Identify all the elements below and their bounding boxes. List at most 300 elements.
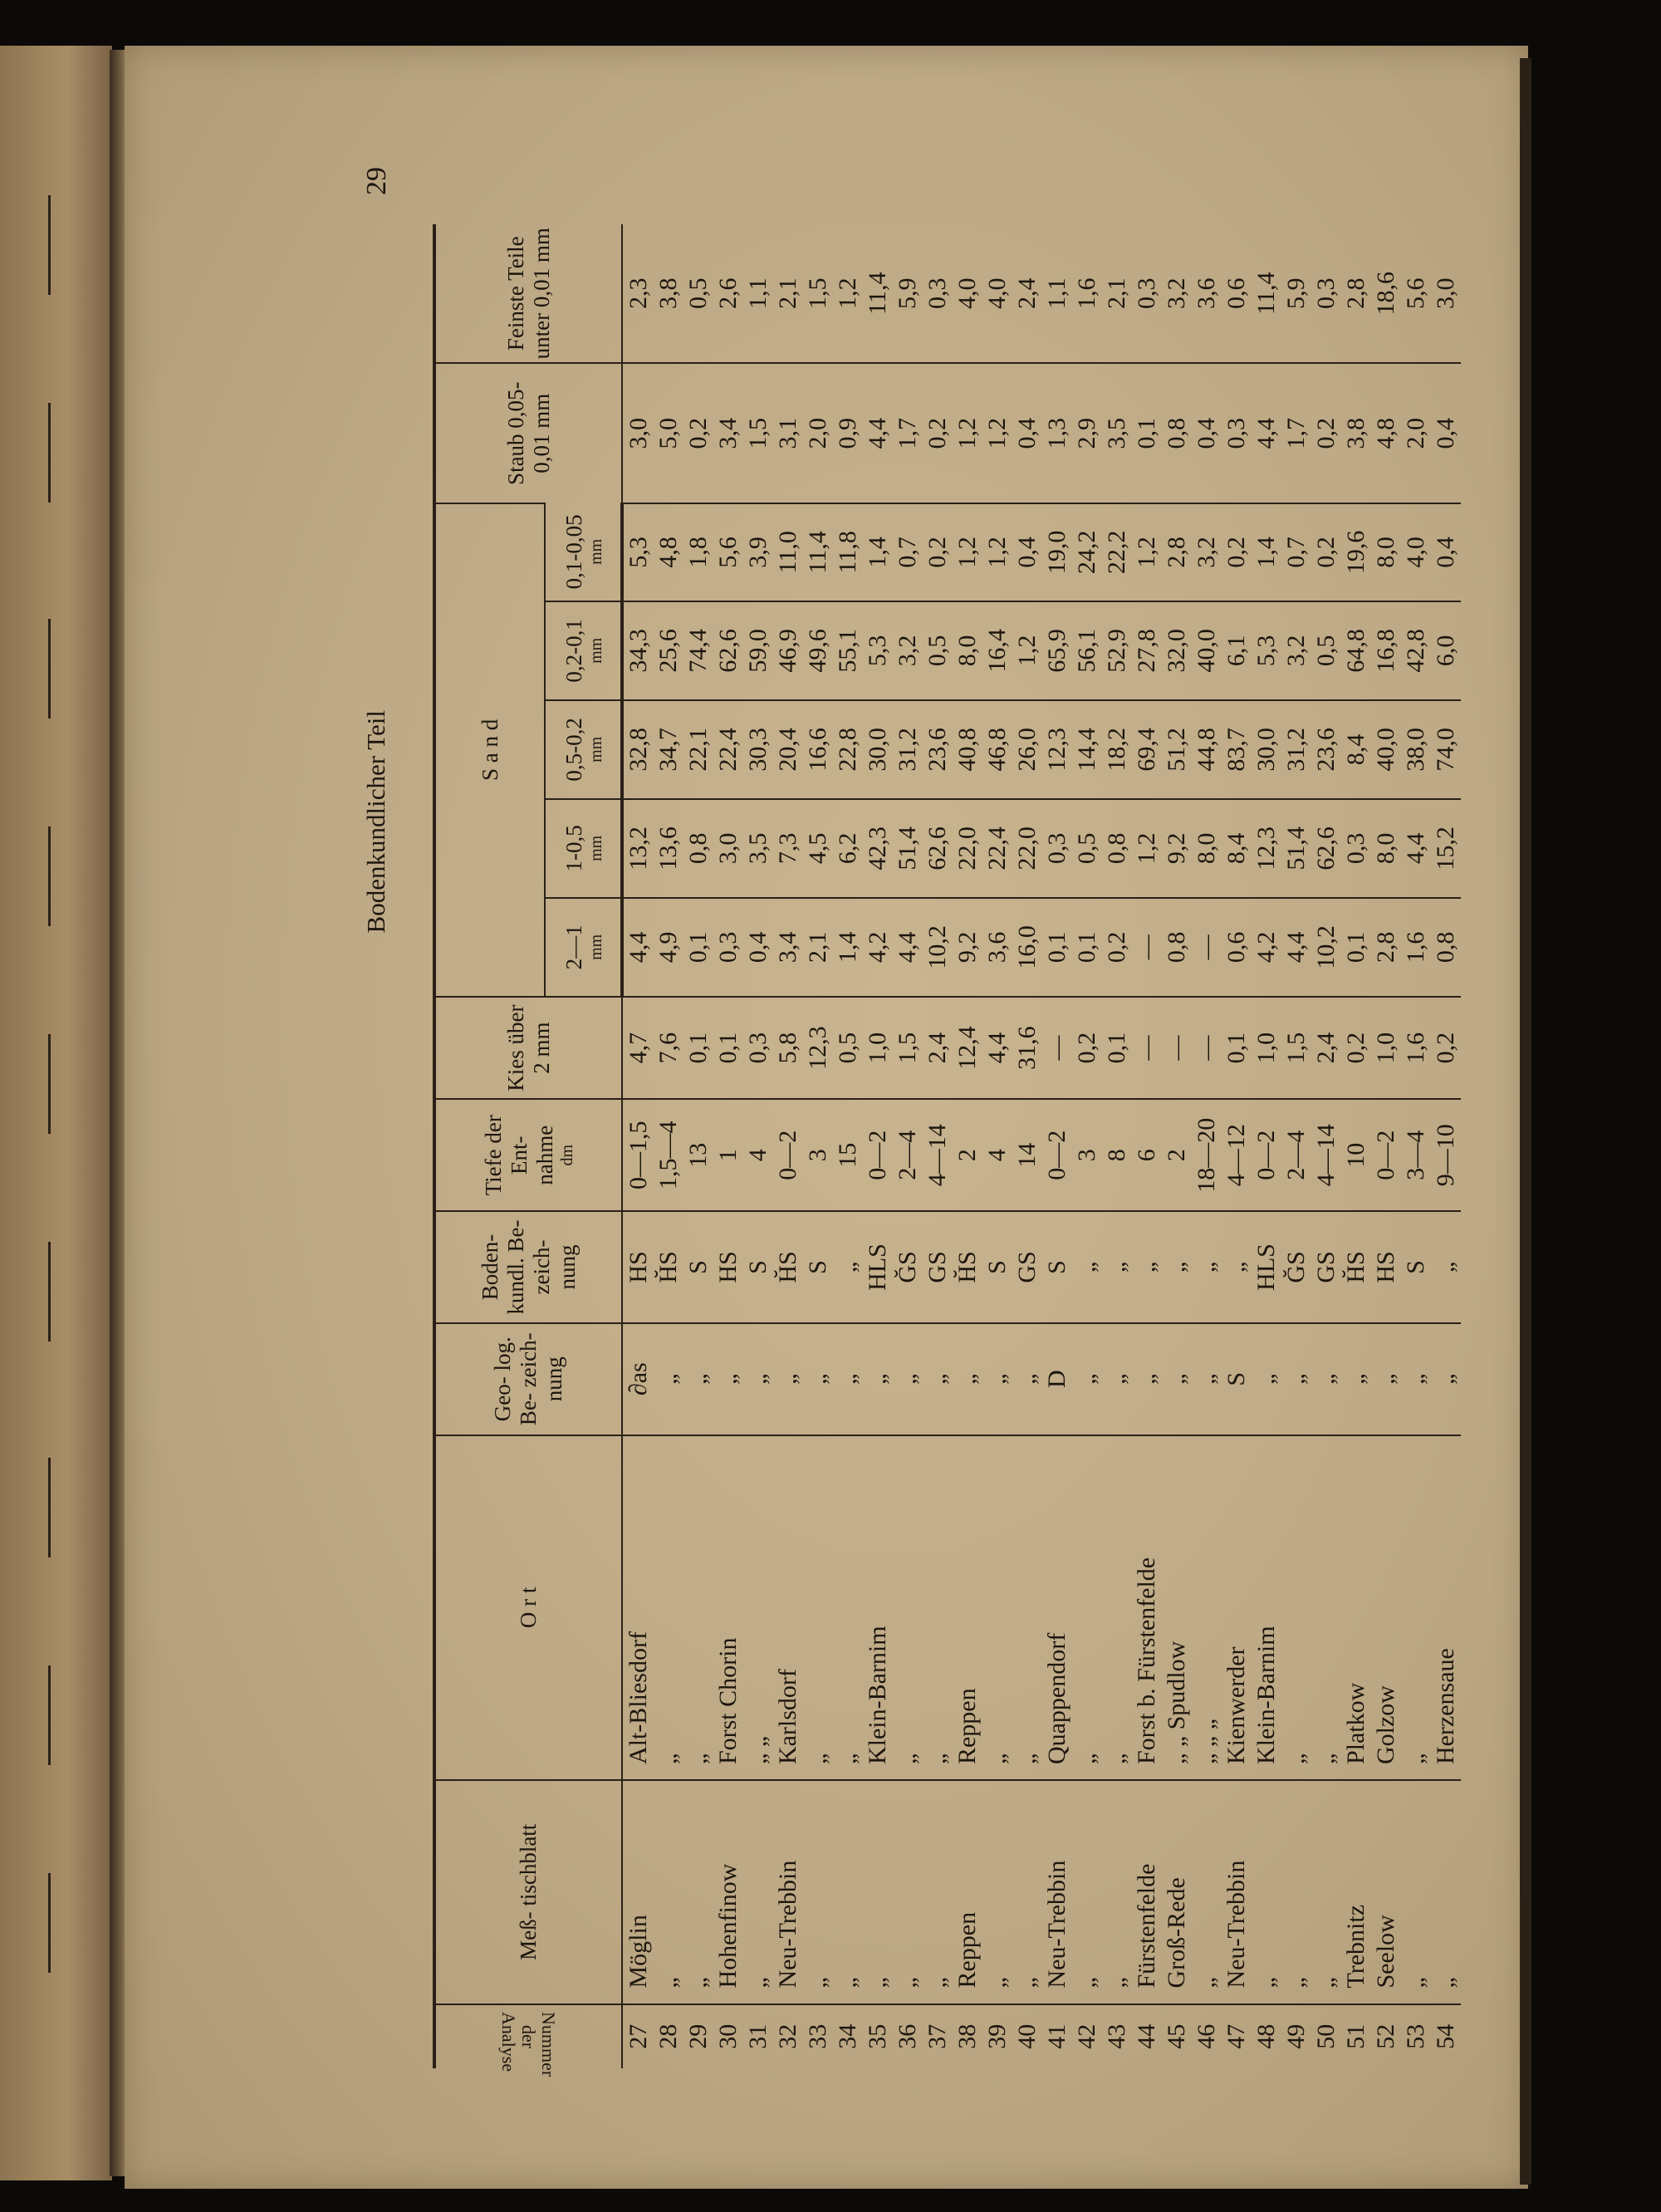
tiefe-cell: 1,5—4: [654, 1099, 684, 1211]
bodenkundl-cell: H̆S: [953, 1211, 982, 1323]
bodenkundl-cell: S: [803, 1211, 833, 1323]
sand-05-02-cell: 22,4: [713, 700, 743, 799]
bodenkundl-cell: HLS: [1252, 1211, 1281, 1323]
sand-02-01-cell: 5,3: [1252, 601, 1281, 700]
geolog-cell: „: [982, 1323, 1012, 1435]
sand-1-05-cell: 8,4: [1222, 799, 1252, 898]
staub-cell: 1,2: [982, 363, 1012, 503]
kies-cell: —: [1162, 997, 1192, 1100]
geolog-cell: „: [923, 1323, 953, 1435]
staub-cell: 2,0: [1401, 363, 1431, 503]
messtischblatt-cell: Möglin: [622, 1780, 654, 2004]
messtischblatt-cell: „: [1192, 1780, 1222, 2004]
sand-2-1-cell: 0,6: [1222, 898, 1252, 997]
tiefe-cell: 13: [684, 1099, 713, 1211]
kies-cell: 4,4: [982, 997, 1012, 1100]
row-number: 46: [1192, 2004, 1222, 2068]
sand-2-1-cell: 10,2: [1311, 898, 1341, 997]
sand-2-1-cell: 0,8: [1162, 898, 1192, 997]
geolog-cell: D: [1042, 1323, 1072, 1435]
facing-page-rule: [48, 619, 51, 719]
geolog-cell: „: [713, 1323, 743, 1435]
geolog-cell: S: [1222, 1323, 1252, 1435]
bodenkundl-cell: S: [743, 1211, 773, 1323]
staub-cell: 4,4: [863, 363, 893, 503]
kies-cell: 1,0: [1371, 997, 1401, 1100]
sand-01-005-cell: 1,2: [1132, 503, 1162, 601]
staub-cell: 1,5: [743, 363, 773, 503]
staub-cell: 1,3: [1042, 363, 1072, 503]
feinste-cell: 3,2: [1163, 277, 1190, 309]
sand-1-05-cell: 0,8: [1102, 799, 1132, 898]
geolog-cell: „: [953, 1323, 982, 1435]
sand-01-005-cell: 3,2: [1192, 503, 1222, 601]
sand-05-02-cell: 69,4: [1132, 700, 1162, 799]
feinste-cell: 2,1: [1103, 277, 1130, 309]
staub-cell: 0,4: [1012, 363, 1042, 503]
sand-05-02-cell: 30,0: [1252, 700, 1281, 799]
sand-col-unit: mm: [586, 736, 605, 763]
bodenkundl-cell: HLS: [863, 1211, 893, 1323]
row-number: 37: [923, 2004, 953, 2068]
table-row: [713, 224, 743, 2068]
ort-cell: Herzensaue: [1431, 1435, 1461, 1780]
header-tiefe-label: Tiefe der Ent- nahme: [481, 1115, 557, 1196]
sand-01-005-cell: 4,0: [1401, 503, 1431, 601]
sand-05-02-cell: 16,6: [803, 700, 833, 799]
staub-cell: 0,9: [833, 363, 863, 503]
facing-page-rule: [48, 195, 51, 295]
sand-01-005-cell: 0,2: [1311, 503, 1341, 601]
tiefe-cell: 4—14: [1311, 1099, 1341, 1211]
staub-cell: 0,3: [1222, 363, 1252, 503]
kies-cell: —: [1132, 997, 1162, 1100]
header-sand-col-5: [545, 503, 622, 601]
table-row: [1431, 224, 1461, 2068]
sand-01-005-cell: 0,4: [1431, 503, 1461, 601]
table-row: [1252, 224, 1281, 2068]
kies-cell: 1,0: [863, 997, 893, 1100]
sand-02-01-cell: 0,5: [923, 601, 953, 700]
sand-05-02-cell: 30,3: [743, 700, 773, 799]
sand-02-01-cell: 64,8: [1341, 601, 1371, 700]
sand-02-01-cell: 52,9: [1102, 601, 1132, 700]
header-bodenkundl: Boden- kundl. Be- zeich- nung: [436, 1211, 622, 1323]
sand-01-005-cell: 22,2: [1102, 503, 1132, 601]
sand-2-1-cell: 3,4: [773, 898, 803, 997]
sand-1-05-cell: 6,2: [833, 799, 863, 898]
tiefe-cell: 14: [1012, 1099, 1042, 1211]
ort-cell: „: [1012, 1435, 1042, 1780]
sand-02-01-cell: 46,9: [773, 601, 803, 700]
geolog-cell: „: [1012, 1323, 1042, 1435]
sand-02-01-cell: 3,2: [1281, 601, 1311, 700]
row-number: 53: [1401, 2004, 1431, 2068]
facing-page-rule: [48, 1873, 51, 1973]
table-row: [1401, 224, 1431, 2068]
tiefe-cell: 18—20: [1192, 1099, 1222, 1211]
tiefe-cell: 0—2: [1252, 1099, 1281, 1211]
sand-05-02-cell: 38,0: [1401, 700, 1431, 799]
table-row: [1162, 224, 1192, 2068]
tiefe-cell: 2—4: [893, 1099, 923, 1211]
facing-page-rule: [48, 1034, 51, 1134]
sand-col-unit: mm: [586, 835, 605, 861]
sand-2-1-cell: 3,6: [982, 898, 1012, 997]
sand-05-02-cell: 12,3: [1042, 700, 1072, 799]
ort-cell: Kienwerder: [1222, 1435, 1252, 1780]
sand-1-05-cell: 51,4: [893, 799, 923, 898]
sand-02-01-cell: 8,0: [953, 601, 982, 700]
sand-05-02-cell: 26,0: [1012, 700, 1042, 799]
ort-cell: „: [803, 1435, 833, 1780]
table-row: [953, 224, 982, 2068]
messtischblatt-cell: Reppen: [953, 1780, 982, 2004]
feinste-cell: 0,3: [1312, 277, 1340, 309]
messtischblatt-cell: „: [684, 1780, 713, 2004]
tiefe-cell: 4—12: [1222, 1099, 1252, 1211]
ort-cell: „: [654, 1435, 684, 1780]
table-row: [863, 224, 893, 2068]
feinste-cell: 3,0: [1432, 277, 1459, 309]
kies-cell: 4,7: [622, 997, 654, 1100]
row-number: 32: [773, 2004, 803, 2068]
geolog-cell: „: [893, 1323, 923, 1435]
sand-col-label: 0,5-0,2: [561, 718, 586, 782]
ort-cell: „: [833, 1435, 863, 1780]
sand-2-1-cell: 4,4: [622, 898, 654, 997]
staub-cell: 2,0: [803, 363, 833, 503]
sand-col-label: 0,2-0,1: [561, 619, 586, 683]
sand-01-005-cell: 5,3: [622, 503, 654, 601]
ort-cell: „ „ Spudlow: [1162, 1435, 1192, 1780]
row-number: 48: [1252, 2004, 1281, 2068]
staub-cell: 0,2: [1311, 363, 1341, 503]
sand-2-1-cell: 16,0: [1012, 898, 1042, 997]
table-row: [1072, 224, 1102, 2068]
sand-05-02-cell: 30,0: [863, 700, 893, 799]
kies-cell: 0,1: [1222, 997, 1252, 1100]
geolog-cell: ∂as: [622, 1323, 654, 1435]
rotated-table-block: [336, 58, 1549, 2077]
row-number: 35: [863, 2004, 893, 2068]
tiefe-cell: 0—1,5: [622, 1099, 654, 1211]
sand-05-02-cell: 40,0: [1371, 700, 1401, 799]
sand-1-05-cell: 62,6: [1311, 799, 1341, 898]
sand-02-01-cell: 62,6: [713, 601, 743, 700]
sand-1-05-cell: 13,2: [622, 799, 654, 898]
sand-col-unit: mm: [586, 934, 605, 960]
kies-cell: 2,4: [1311, 997, 1341, 1100]
facing-page-rule: [48, 403, 51, 503]
kies-cell: —: [1042, 997, 1072, 1100]
sand-02-01-cell: 32,0: [1162, 601, 1192, 700]
sand-1-05-cell: 22,0: [1012, 799, 1042, 898]
bodenkundl-cell: H̆S: [1341, 1211, 1371, 1323]
sand-02-01-cell: 3,2: [893, 601, 923, 700]
sand-01-005-cell: 19,6: [1341, 503, 1371, 601]
running-head-title: Bodenkundlicher Teil: [361, 710, 390, 934]
sand-02-01-cell: 5,3: [863, 601, 893, 700]
messtischblatt-cell: „: [1281, 1780, 1311, 2004]
sand-01-005-cell: 19,0: [1042, 503, 1072, 601]
feinste-cell: 0,6: [1222, 277, 1250, 309]
book-page: [125, 46, 1528, 2189]
row-number: 44: [1132, 2004, 1162, 2068]
sand-1-05-cell: 15,2: [1431, 799, 1461, 898]
sand-2-1-cell: 4,4: [1281, 898, 1311, 997]
messtischblatt-cell: „: [1012, 1780, 1042, 2004]
sand-01-005-cell: 0,2: [923, 503, 953, 601]
table-row: [1132, 224, 1162, 2068]
kies-cell: 5,8: [773, 997, 803, 1100]
staub-cell: 3,8: [1341, 363, 1371, 503]
bodenkundl-cell: „: [1072, 1211, 1102, 1323]
sand-01-005-cell: 1,2: [953, 503, 982, 601]
sand-1-05-cell: 12,3: [1252, 799, 1281, 898]
sand-1-05-cell: 51,4: [1281, 799, 1311, 898]
geolog-cell: „: [1401, 1323, 1431, 1435]
tiefe-cell: 1: [713, 1099, 743, 1211]
staub-cell: 3,4: [713, 363, 743, 503]
sand-02-01-cell: 34,3: [622, 601, 654, 700]
bodenkundl-cell: S: [982, 1211, 1012, 1323]
messtischblatt-cell: „: [893, 1780, 923, 2004]
table-row: [1311, 224, 1341, 2068]
bodenkundl-cell: H̆S: [654, 1211, 684, 1323]
messtischblatt-cell: „: [833, 1780, 863, 2004]
sand-2-1-cell: 4,2: [863, 898, 893, 997]
sand-02-01-cell: 56,1: [1072, 601, 1102, 700]
sand-02-01-cell: 0,5: [1311, 601, 1341, 700]
sand-01-005-cell: 11,8: [833, 503, 863, 601]
facing-page-rule: [48, 1242, 51, 1341]
sand-02-01-cell: 65,9: [1042, 601, 1072, 700]
feinste-cell: 11,4: [864, 272, 891, 315]
geolog-cell: „: [654, 1323, 684, 1435]
row-number: 33: [803, 2004, 833, 2068]
feinste-cell: 11,4: [1252, 272, 1280, 315]
header-ort: O r t: [436, 1435, 622, 1780]
kies-cell: 0,2: [1341, 997, 1371, 1100]
staub-cell: 1,7: [1281, 363, 1311, 503]
messtischblatt-cell: „: [803, 1780, 833, 2004]
sand-col-label: 1-0,5: [561, 825, 586, 872]
sand-2-1-cell: 4,2: [1252, 898, 1281, 997]
facing-page-rule: [48, 1665, 51, 1765]
kies-cell: 0,1: [1102, 997, 1132, 1100]
table-row: [1042, 224, 1072, 2068]
messtischblatt-cell: „: [1431, 1780, 1461, 2004]
bodenkundl-cell: ĞS: [893, 1211, 923, 1323]
kies-cell: 7,6: [654, 997, 684, 1100]
sand-05-02-cell: 83,7: [1222, 700, 1252, 799]
geolog-cell: „: [1281, 1323, 1311, 1435]
sand-05-02-cell: 20,4: [773, 700, 803, 799]
staub-cell: 0,4: [1431, 363, 1461, 503]
sand-02-01-cell: 42,8: [1401, 601, 1431, 700]
sand-2-1-cell: 0,2: [1102, 898, 1132, 997]
sand-01-005-cell: 8,0: [1371, 503, 1401, 601]
table-row: [1222, 224, 1252, 2068]
sand-1-05-cell: 42,3: [863, 799, 893, 898]
tiefe-cell: 9—10: [1431, 1099, 1461, 1211]
sand-1-05-cell: 13,6: [654, 799, 684, 898]
ort-cell: „: [982, 1435, 1012, 1780]
kies-cell: 0,2: [1431, 997, 1461, 1100]
geolog-cell: „: [1431, 1323, 1461, 1435]
sand-col-unit: mm: [586, 637, 605, 664]
feinste-cell: 1,6: [1073, 277, 1100, 309]
geolog-cell: „: [1162, 1323, 1192, 1435]
running-head: [361, 0, 393, 934]
kies-cell: 12,3: [803, 997, 833, 1100]
messtischblatt-cell: Neu-Trebbin: [1222, 1780, 1252, 2004]
sand-1-05-cell: 62,6: [923, 799, 953, 898]
sand-2-1-cell: 0,8: [1431, 898, 1461, 997]
messtischblatt-cell: Hohenfinow: [713, 1780, 743, 2004]
table-row: [1102, 224, 1132, 2068]
bodenkundl-cell: HS: [622, 1211, 654, 1323]
sand-col-label: 2—1: [561, 925, 586, 970]
ort-cell: Quappendorf: [1042, 1435, 1072, 1780]
bodenkundl-cell: S: [1401, 1211, 1431, 1323]
messtischblatt-cell: Groß-Rede: [1162, 1780, 1192, 2004]
header-sand-col-3: [545, 700, 622, 799]
geolog-cell: „: [1311, 1323, 1341, 1435]
sand-01-005-cell: 1,4: [1252, 503, 1281, 601]
sand-1-05-cell: 22,0: [953, 799, 982, 898]
tiefe-cell: 2—4: [1281, 1099, 1311, 1211]
row-number: 41: [1042, 2004, 1072, 2068]
kies-cell: 1,6: [1401, 997, 1431, 1100]
tiefe-cell: 4: [743, 1099, 773, 1211]
kies-cell: 12,4: [953, 997, 982, 1100]
tiefe-cell: 3: [803, 1099, 833, 1211]
messtischblatt-cell: Neu-Trebbin: [773, 1780, 803, 2004]
sand-01-005-cell: 5,6: [713, 503, 743, 601]
ort-cell: Klein-Barnim: [1252, 1435, 1281, 1780]
messtischblatt-cell: Seelow: [1371, 1780, 1401, 2004]
kies-cell: 0,1: [684, 997, 713, 1100]
feinste-cell: 1,2: [834, 277, 861, 309]
row-number: 36: [893, 2004, 923, 2068]
header-sand: S a n d: [436, 503, 545, 997]
sand-02-01-cell: 40,0: [1192, 601, 1222, 700]
ort-cell: Forst Chorin: [713, 1435, 743, 1780]
sand-01-005-cell: 0,7: [1281, 503, 1311, 601]
row-number: 54: [1431, 2004, 1461, 2068]
geolog-cell: „: [773, 1323, 803, 1435]
feinste-cell: 2,1: [774, 277, 801, 309]
ort-cell: „: [923, 1435, 953, 1780]
tiefe-cell: 4: [982, 1099, 1012, 1211]
geolog-cell: „: [833, 1323, 863, 1435]
messtischblatt-cell: Trebnitz: [1341, 1780, 1371, 2004]
ort-cell: „: [1401, 1435, 1431, 1780]
kies-cell: —: [1192, 997, 1222, 1100]
header-sand-col-2: [545, 799, 622, 898]
sand-02-01-cell: 16,8: [1371, 601, 1401, 700]
bodenkundl-cell: „: [1192, 1211, 1222, 1323]
row-number: 42: [1072, 2004, 1102, 2068]
messtischblatt-cell: „: [923, 1780, 953, 2004]
sand-2-1-cell: —: [1192, 898, 1222, 997]
sand-1-05-cell: 0,5: [1072, 799, 1102, 898]
staub-cell: 0,2: [923, 363, 953, 503]
feinste-cell: 3,8: [654, 277, 682, 309]
row-number: 50: [1311, 2004, 1341, 2068]
table-row: [654, 224, 684, 2068]
sand-02-01-cell: 74,4: [684, 601, 713, 700]
staub-cell: 3,0: [622, 363, 654, 503]
sand-01-005-cell: 24,2: [1072, 503, 1102, 601]
sand-05-02-cell: 74,0: [1431, 700, 1461, 799]
kies-cell: 0,1: [713, 997, 743, 1100]
table-row: [893, 224, 923, 2068]
sand-02-01-cell: 49,6: [803, 601, 833, 700]
table-row: [923, 224, 953, 2068]
sand-2-1-cell: —: [1132, 898, 1162, 997]
feinste-cell: 0,3: [1133, 277, 1160, 309]
sand-01-005-cell: 11,0: [773, 503, 803, 601]
sand-2-1-cell: 0,1: [1341, 898, 1371, 997]
row-number: 49: [1281, 2004, 1311, 2068]
bodenkundl-cell: „: [1431, 1211, 1461, 1323]
staub-cell: 3,5: [1102, 363, 1132, 503]
sand-01-005-cell: 1,4: [863, 503, 893, 601]
sand-02-01-cell: 6,1: [1222, 601, 1252, 700]
sand-2-1-cell: 2,1: [803, 898, 833, 997]
feinste-cell: 4,0: [953, 277, 981, 309]
messtischblatt-cell: „: [1311, 1780, 1341, 2004]
sand-2-1-cell: 0,1: [1072, 898, 1102, 997]
geolog-cell: „: [1341, 1323, 1371, 1435]
row-number: 47: [1222, 2004, 1252, 2068]
messtischblatt-cell: „: [863, 1780, 893, 2004]
ort-cell: Reppen: [953, 1435, 982, 1780]
ort-cell: „ „: [743, 1435, 773, 1780]
sand-05-02-cell: 23,6: [1311, 700, 1341, 799]
staub-cell: 0,1: [1132, 363, 1162, 503]
sand-05-02-cell: 44,8: [1192, 700, 1222, 799]
header-tiefe-unit: dm: [558, 1144, 576, 1166]
sand-02-01-cell: 25,6: [654, 601, 684, 700]
sand-02-01-cell: 55,1: [833, 601, 863, 700]
tiefe-cell: 0—2: [863, 1099, 893, 1211]
kies-cell: 0,5: [833, 997, 863, 1100]
sand-2-1-cell: 4,9: [654, 898, 684, 997]
messtischblatt-cell: „: [654, 1780, 684, 2004]
sand-05-02-cell: 18,2: [1102, 700, 1132, 799]
header-kies: Kies über 2 mm: [436, 997, 622, 1100]
bodenkundl-cell: „: [1162, 1211, 1192, 1323]
ort-cell: „: [684, 1435, 713, 1780]
sand-02-01-cell: 6,0: [1431, 601, 1461, 700]
row-number: 31: [743, 2004, 773, 2068]
staub-cell: 0,4: [1192, 363, 1222, 503]
staub-cell: 5,0: [654, 363, 684, 503]
sand-col-label: 0,1-0,05: [561, 514, 586, 590]
messtischblatt-cell: „: [1102, 1780, 1132, 2004]
table-row: [1341, 224, 1371, 2068]
staub-cell: 3,1: [773, 363, 803, 503]
sand-1-05-cell: 4,5: [803, 799, 833, 898]
staub-cell: 2,9: [1072, 363, 1102, 503]
ort-cell: Klein-Barnim: [863, 1435, 893, 1780]
header-messtischblatt: Meß- tischblatt: [436, 1780, 622, 2004]
kies-cell: 1,5: [1281, 997, 1311, 1100]
